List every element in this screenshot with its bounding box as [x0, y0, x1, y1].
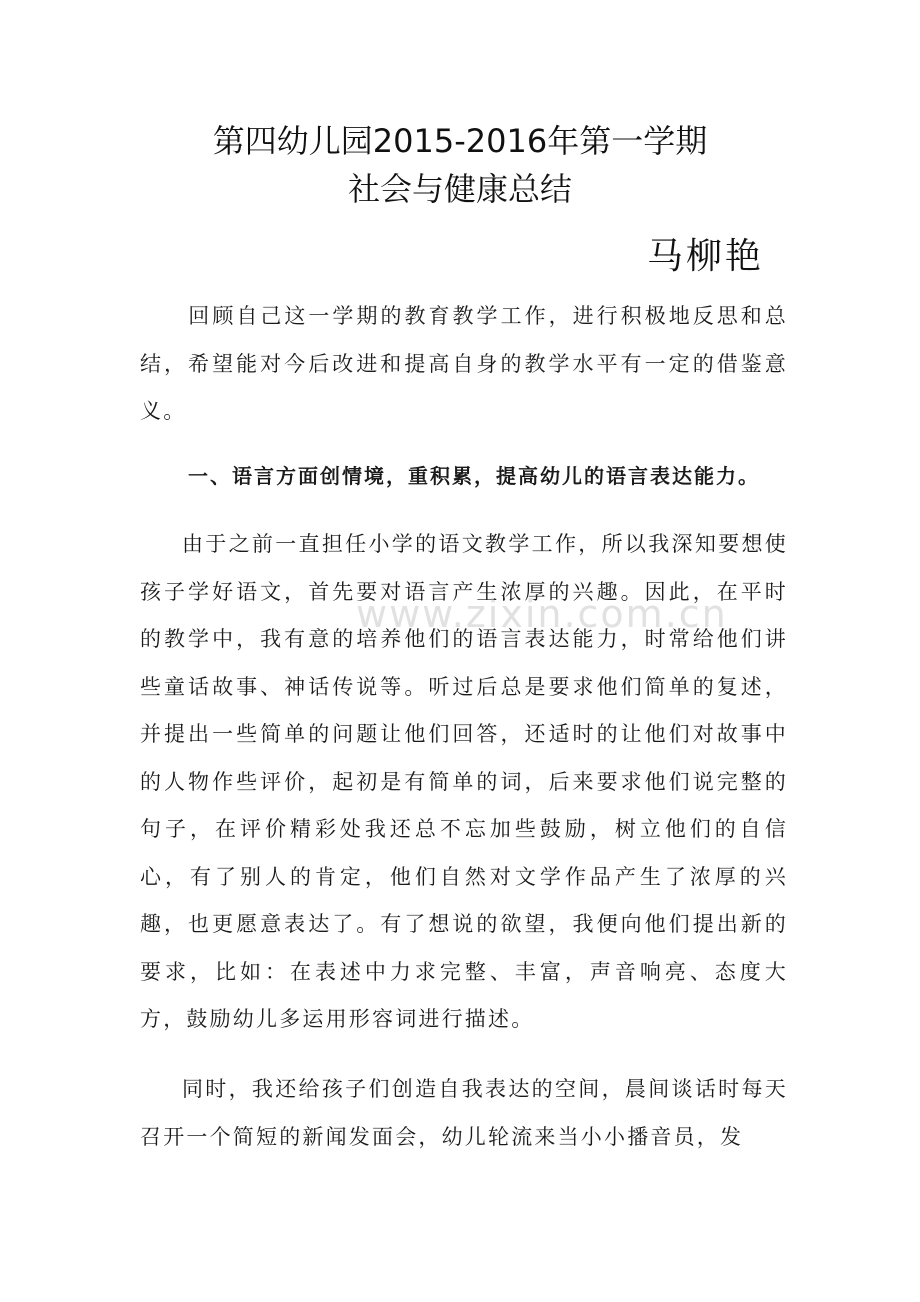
intro-paragraph: 回顾自己这一学期的教育教学工作，进行积极地反思和总结，希望能对今后改进和提高自身的教学水平有一定的借鉴意义。 — [140, 304, 788, 423]
watermark-text: www.zixin.com.cn — [356, 592, 728, 636]
document-title-line-2: 社会与健康总结 — [347, 170, 572, 208]
document-title-line-1: 第四幼儿园2015-2016年第一学期 — [212, 122, 708, 160]
expression-space-paragraph: 同时，我还给孩子们创造自我表达的空间，晨间谈话时每天召开一个简短的新闻发面会，幼儿轮流来当小小播音员，发 — [140, 1077, 788, 1149]
section-heading-language: 一、语言方面创情境，重积累，提高幼儿的语言表达能力。 — [188, 464, 760, 488]
language-paragraph: 由于之前一直担任小学的语文教学工作，所以我深知要想使孩子学好语文，首先要对语言产生浓厚的兴趣。因此，在平时的教学中，我有意的培养他们的语言表达能力，时常给他们讲些童话故事、神话传说等。听过后总是要求他们简单的复述，并提出一些简单的问题让他们回答，还适时的让他们对故事中的人物作些评价，起初是有简单的词，后来要求他们说完整的句子，在评价精彩处我还总不忘加些鼓励，树立他们的自信心，有了别人的肯定，他们自然对文学作品产生了浓厚的兴趣，也更愿意表达了。有了想说的欲望，我便向他们提出新的要求，比如：在表述中力求完整、丰富，声音响亮、态度大方，鼓励幼儿多运用形容词进行描述。 — [140, 532, 788, 1031]
author-name: 马柳艳 — [646, 236, 764, 277]
